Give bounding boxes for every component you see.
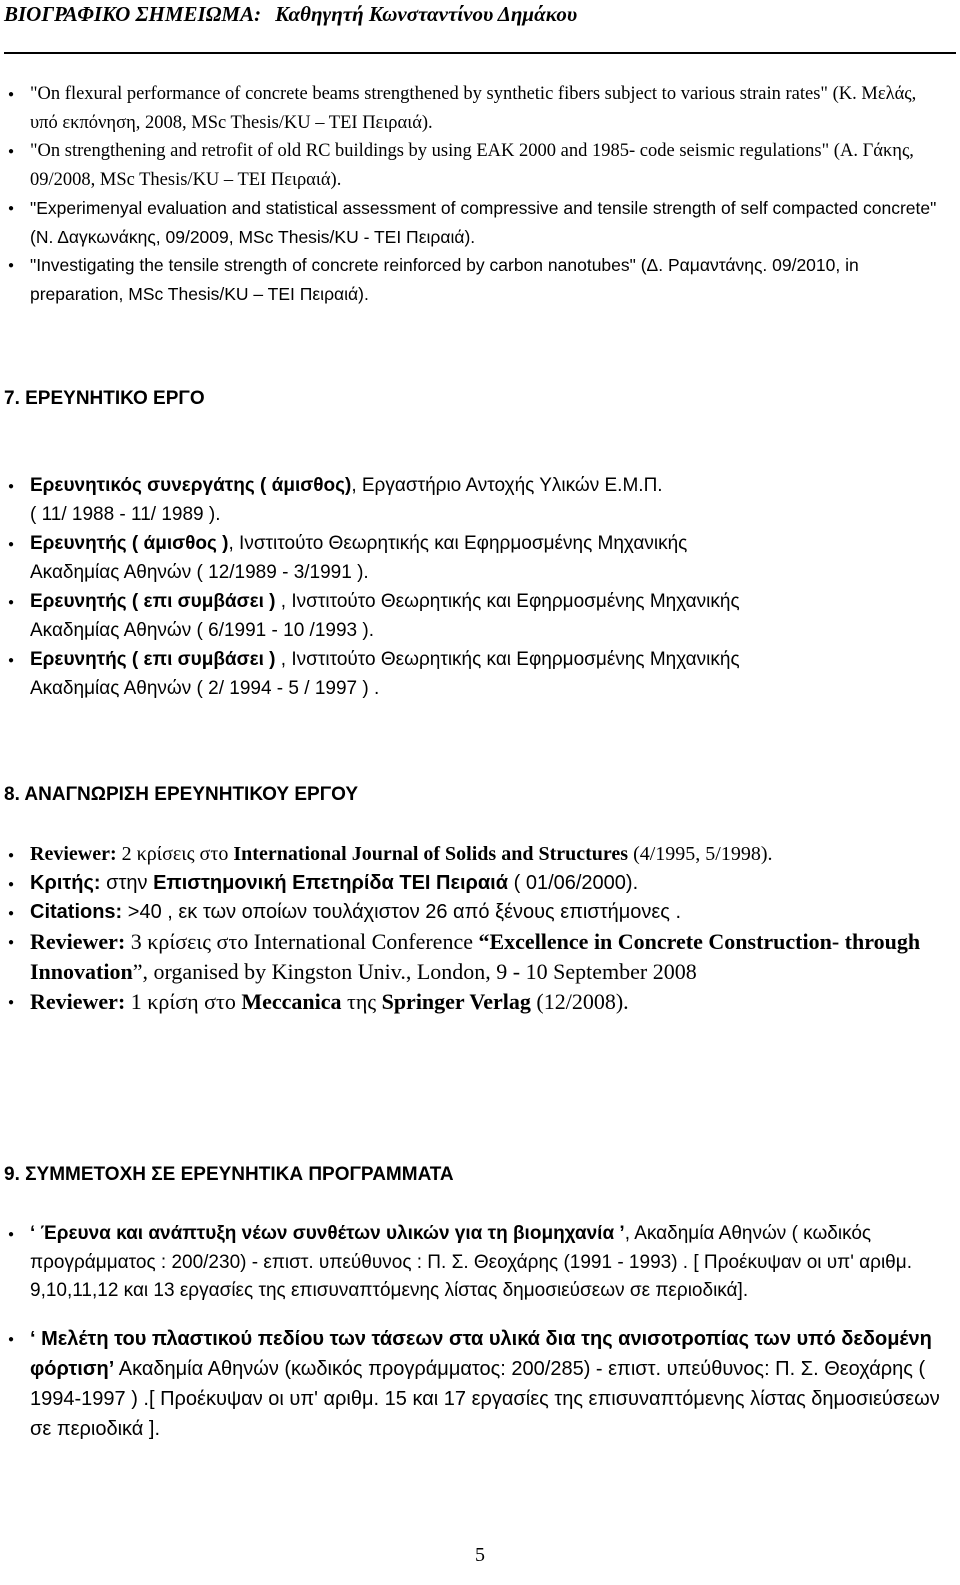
role-label: Citations: xyxy=(30,901,123,923)
list-item xyxy=(8,1220,948,1306)
item-text: 3 κρίσεις στο International Conference xyxy=(125,929,479,954)
position-title: Ερευνητής ( επι συμβάσει ) xyxy=(30,649,276,670)
header-label: ΒΙΟΓΡΑΦΙΚΟ ΣΗΜΕΙΩΜΑ: xyxy=(4,2,262,26)
item-text: 1 κρίση στο xyxy=(125,989,242,1014)
project-details: Ακαδημία Αθηνών (κωδικός προγράμματος: 200/285) - επιστ. υπεύθυνος: Π. Σ. Θεοχάρης ( 1994-1997 ) .[ Προέκυψαν οι υπ' αριθμ. 15 και 17 εργασίες της επισυναπτόμενης λίστας δημοσιεύσεων σε περιοδικά ]. xyxy=(30,1357,940,1440)
list-item xyxy=(8,472,948,529)
list-item xyxy=(8,898,948,927)
position-place: , Ινστιτούτο Θεωρητικής και Εφηρμοσμένης Μηχανικής xyxy=(275,591,740,612)
list-item xyxy=(8,646,948,703)
list-item xyxy=(8,927,948,987)
item-text: στην xyxy=(100,872,154,894)
list-item xyxy=(8,987,948,1017)
section-heading-recognition: 8. ΑΝΑΓΝΩΡΙΣΗ ΕΡΕΥΝΗΤΙΚΟΥ ΕΡΓΟΥ xyxy=(4,784,359,805)
list-item xyxy=(8,251,948,308)
position-place: , Ινστιτούτο Θεωρητικής και Εφηρμοσμένης Μηχανικής xyxy=(228,533,688,554)
page-header xyxy=(4,2,956,27)
section-heading-projects: 9. ΣΥΜΜΕΤΟΧΗ ΣΕ ΕΡΕΥΝΗΤΙΚΑ ΠΡΟΓΡΑΜΜΑΤΑ xyxy=(4,1164,454,1185)
thesis-text: "Investigating the tensile strength of concrete reinforced by carbon nanotubes" (Δ. Ραμαντάνης. 09/2010, in preparation, MSc Thesis/KU – TEI Πειραιά). xyxy=(30,255,859,304)
project-details: , Ακαδημία Αθηνών ( κωδικός προγράμματος : 200/230) - επιστ. υπεύθυνος : Π. Σ. Θεοχάρης (1991 - 1993) . [ Προέκυψαν οι υπ' αριθμ. 9,10,11,12 και 13 εργασίες της επισυναπτόμενης λίστας δημοσιεύσεων σε περιοδικά]. xyxy=(30,1223,912,1301)
header-name: Καθηγητή Κωνσταντίνου Δημάκου xyxy=(275,2,578,26)
list-item xyxy=(8,588,948,645)
publisher-name: Springer Verlag xyxy=(381,989,531,1014)
recognition-list xyxy=(8,840,948,1017)
venue-name: International Journal of Solids and Structures xyxy=(233,843,629,865)
position-period: ( 11/ 1988 - 11/ 1989 ). xyxy=(30,503,221,525)
project-title: ‘ Έρευνα και ανάπτυξη νέων συνθέτων υλικών για τη βιομηχανία ’ xyxy=(30,1223,625,1244)
item-text: (4/1995, 5/1998). xyxy=(628,843,773,865)
venue-name: “Excellence in Concrete Construction- through Innovation xyxy=(30,929,921,984)
list-item xyxy=(8,869,948,898)
position-period: Ακαδημίας Αθηνών ( 12/1989 - 3/1991 ). xyxy=(30,561,369,583)
list-item xyxy=(8,530,948,587)
item-text: 2 κρίσεις στο xyxy=(116,843,234,865)
thesis-text: "On strengthening and retrofit of old RC buildings by using ΕΑΚ 2000 and 1985- code seismic regulations" (Α. Γάκης, 09/2008, MSc Thesis/KU – TEI Πειραιά). xyxy=(30,141,914,190)
role-label: Reviewer: xyxy=(30,929,126,954)
page-number: 5 xyxy=(475,1544,485,1566)
item-text: της xyxy=(341,989,382,1014)
item-text: >40 , εκ των οποίων τουλάχιστον 26 από ξένους επιστήμονες . xyxy=(122,901,682,923)
position-place: , Εργαστήριο Αντοχής Υλικών Ε.Μ.Π. xyxy=(351,475,663,496)
item-text: (12/2008). xyxy=(530,989,629,1014)
project-title: ‘ Μελέτη του πλαστικού πεδίου των τάσεων στα υλικά δια της ανισοτροπίας των υπό δεδομένη φόρτιση’ xyxy=(30,1327,932,1380)
position-period: Ακαδημίας Αθηνών ( 2/ 1994 - 5 / 1997 ) . xyxy=(30,677,380,699)
theses-list xyxy=(8,80,948,308)
list-item xyxy=(8,137,948,194)
section-heading-research: 7. ΕΡΕΥΝΗΤΙΚΟ ΕΡΓΟ xyxy=(4,388,205,409)
thesis-text: "On flexural performance of concrete beams strengthened by synthetic fibers subject to various strain rates" (Κ. Μελάς, υπό εκπόνηση, 2008, MSc Thesis/KU – TEI Πειραιά). xyxy=(30,84,917,133)
projects-list xyxy=(8,1220,948,1462)
position-title: Ερευνητής ( επι συμβάσει ) xyxy=(30,591,276,612)
list-item xyxy=(8,194,948,251)
position-period: Ακαδημίας Αθηνών ( 6/1991 - 10 /1993 ). xyxy=(30,619,374,641)
list-item xyxy=(8,80,948,137)
item-text: ”, organised by Kingston Univ., London, 9 - 10 September 2008 xyxy=(132,959,697,984)
item-text: ( 01/06/2000). xyxy=(508,872,639,894)
header-title xyxy=(4,2,956,27)
list-item xyxy=(8,840,948,869)
position-title: Ερευνητικός συνεργάτης ( άμισθος) xyxy=(30,475,352,496)
venue-name: Meccanica xyxy=(241,989,342,1014)
thesis-text: "Experimenyal evaluation and statistical assessment of compressive and tensile strength of self compacted concrete" (Ν. Δαγκωνάκης, 09/2009, MSc Thesis/KU - TEI Πειραιά). xyxy=(30,198,937,247)
list-item xyxy=(8,1324,948,1444)
position-place: , Ινστιτούτο Θεωρητικής και Εφηρμοσμένης Μηχανικής xyxy=(275,649,740,670)
research-list xyxy=(8,472,948,704)
role-label: Reviewer: xyxy=(30,843,117,865)
role-label: Κριτής: xyxy=(30,872,101,894)
position-title: Ερευνητής ( άμισθος ) xyxy=(30,533,229,554)
venue-name: Επιστημονική Επετηρίδα ΤΕΙ Πειραιά xyxy=(153,872,509,894)
header-rule xyxy=(4,52,956,54)
role-label: Reviewer: xyxy=(30,989,126,1014)
